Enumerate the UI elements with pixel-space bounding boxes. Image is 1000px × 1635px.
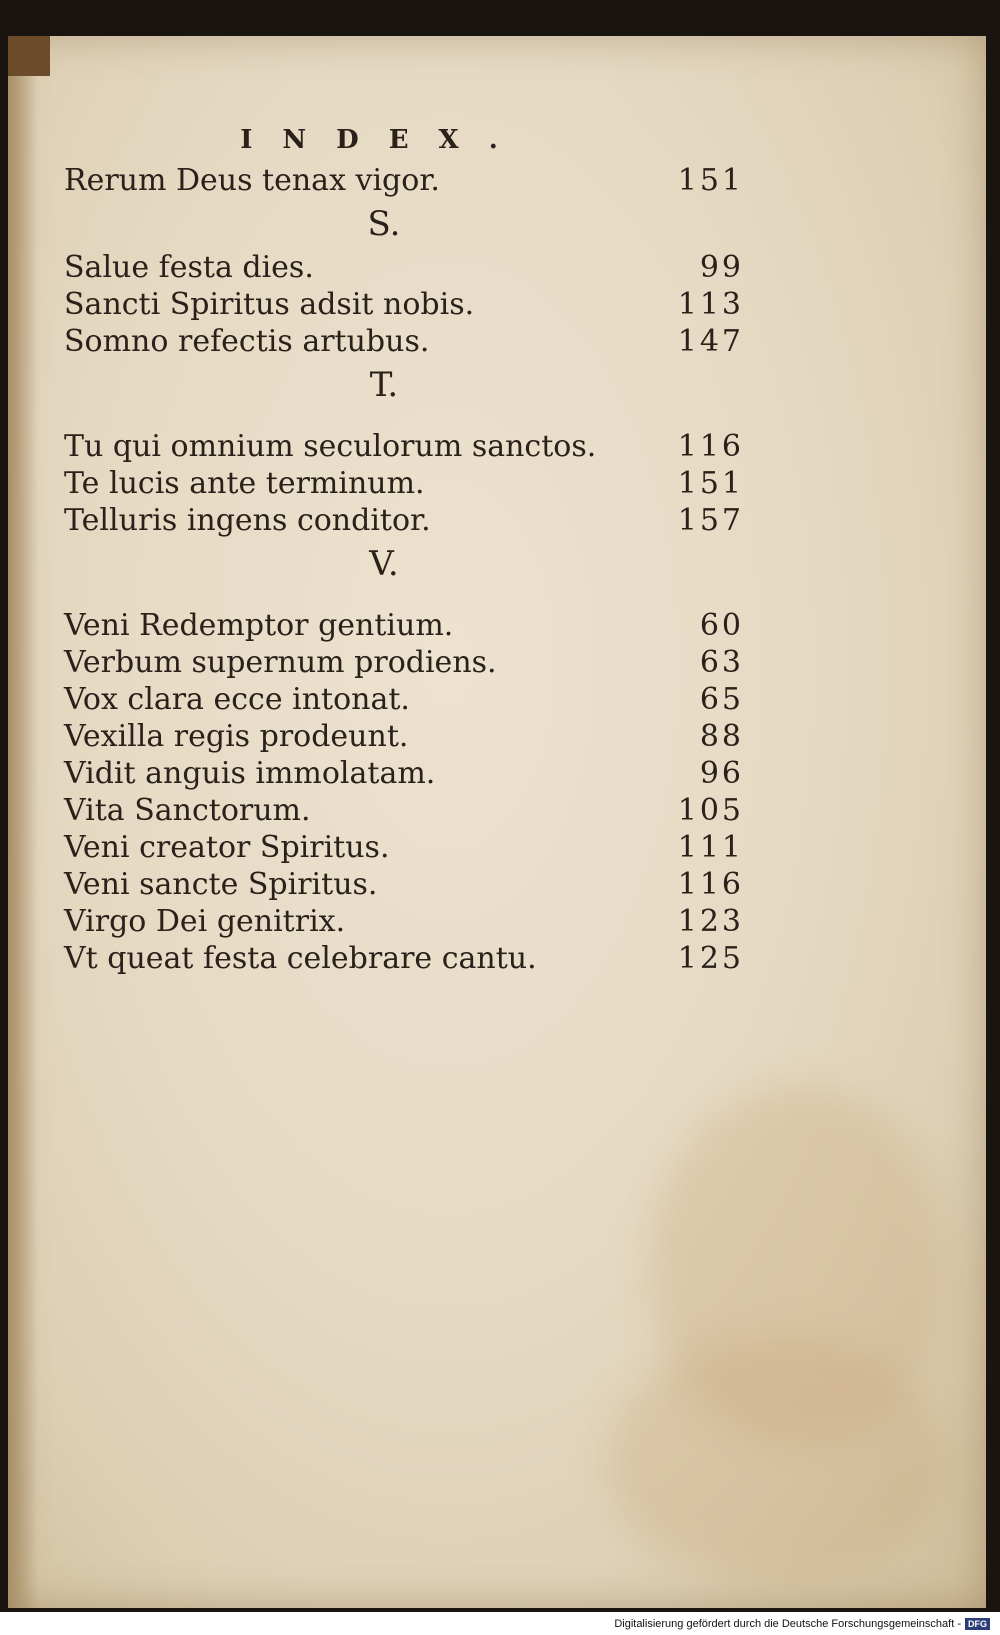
index-entry	[64, 681, 744, 718]
entry-title: Te lucis ante terminum.	[64, 466, 425, 501]
index-entry	[64, 323, 744, 360]
water-stain	[608, 1336, 948, 1586]
entry-title: Veni creator Spiritus.	[64, 830, 390, 865]
entry-title: Tu qui omnium seculorum sanctos.	[64, 429, 597, 464]
index-entry	[64, 829, 744, 866]
entry-page: 99	[699, 250, 744, 285]
entry-page: 151	[677, 163, 744, 198]
entry-page: 65	[699, 682, 744, 717]
index-entry	[64, 940, 744, 977]
section-letter-s: S.	[367, 204, 401, 244]
entry-page: 105	[677, 793, 744, 828]
entry-page: 60	[699, 608, 744, 643]
index-entry	[64, 249, 744, 286]
page-header: INDEX.	[240, 125, 528, 155]
section-letter-t: T.	[369, 365, 399, 405]
footer-credit: Digitalisierung gefördert durch die Deutsche Forschungsgemeinschaft -	[614, 1617, 961, 1630]
entry-page: 147	[677, 324, 744, 359]
entry-title: Verbum supernum prodiens.	[64, 645, 497, 680]
index-entry	[64, 644, 744, 681]
entry-title: Veni sancte Spiritus.	[64, 867, 378, 902]
entry-title: Vita Sanctorum.	[64, 793, 311, 828]
page-corner-damage	[8, 36, 50, 76]
book-page	[8, 36, 986, 1608]
index-entry	[64, 162, 744, 199]
index-entry	[64, 866, 744, 903]
index-entry	[64, 428, 744, 465]
index-content	[64, 118, 744, 977]
entry-title: Rerum Deus tenax vigor.	[64, 163, 440, 198]
index-entry	[64, 465, 744, 502]
entry-title: Vt queat festa celebrare cantu.	[64, 941, 537, 976]
entry-title: Virgo Dei genitrix.	[64, 904, 346, 939]
entry-page: 125	[677, 941, 744, 976]
digitization-footer	[0, 1612, 1000, 1635]
section-letter-v: V.	[369, 544, 399, 584]
entry-title: Vexilla regis prodeunt.	[64, 719, 409, 754]
entry-page: 63	[699, 645, 744, 680]
entry-page: 116	[677, 429, 744, 464]
entry-page: 157	[677, 503, 744, 538]
entry-page: 116	[677, 867, 744, 902]
index-entry	[64, 607, 744, 644]
index-entry	[64, 755, 744, 792]
entry-title: Sancti Spiritus adsit nobis.	[64, 287, 475, 322]
index-entry	[64, 792, 744, 829]
entry-title: Veni Redemptor gentium.	[64, 608, 454, 643]
index-entry	[64, 502, 744, 539]
entry-page: 88	[699, 719, 744, 754]
entry-title: Vox clara ecce intonat.	[64, 682, 410, 717]
dfg-logo: DFG	[965, 1618, 990, 1630]
entry-page: 111	[677, 830, 744, 865]
entry-title: Somno refectis artubus.	[64, 324, 430, 359]
index-entry	[64, 903, 744, 940]
index-entry	[64, 286, 744, 323]
entry-page: 151	[677, 466, 744, 501]
entry-page: 96	[699, 756, 744, 791]
entry-title: Salue festa dies.	[64, 250, 314, 285]
entry-page: 123	[677, 904, 744, 939]
entry-title: Vidit anguis immolatam.	[64, 756, 436, 791]
index-entry	[64, 718, 744, 755]
entry-title: Telluris ingens conditor.	[64, 503, 431, 538]
entry-page: 113	[677, 287, 744, 322]
page-gutter-shadow	[8, 36, 38, 1608]
